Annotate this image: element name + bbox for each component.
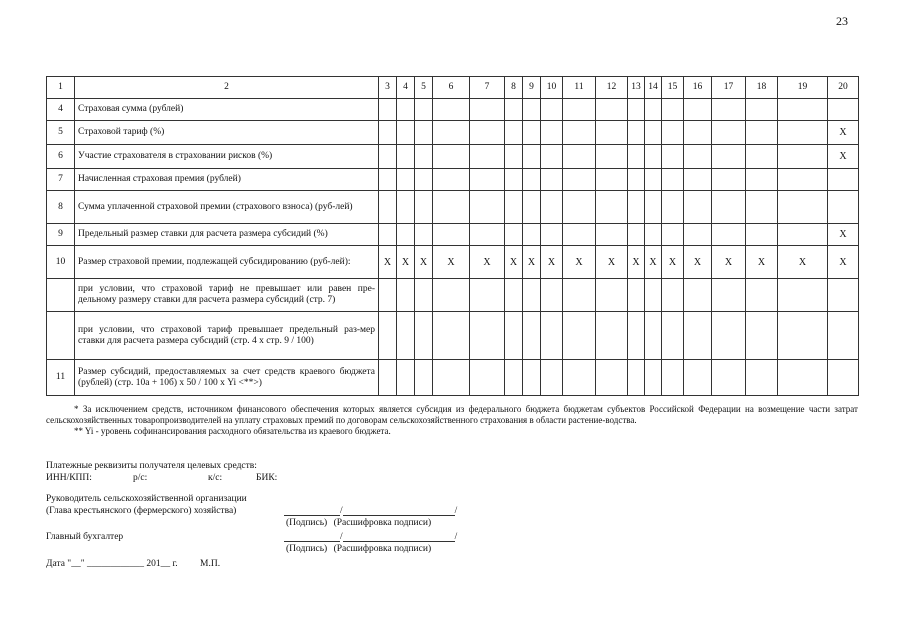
data-cell bbox=[470, 312, 505, 360]
data-cell bbox=[541, 224, 563, 246]
data-cell bbox=[828, 360, 859, 396]
data-cell bbox=[746, 99, 778, 121]
data-cell bbox=[684, 224, 712, 246]
data-cell bbox=[746, 191, 778, 224]
data-cell bbox=[397, 121, 415, 145]
head-decode-blank bbox=[343, 505, 455, 516]
data-cell bbox=[645, 224, 662, 246]
data-cell bbox=[628, 360, 645, 396]
mark-cell: X bbox=[684, 246, 712, 279]
table-row bbox=[47, 360, 859, 396]
mark-cell: X bbox=[778, 246, 828, 279]
inn-label: ИНН/КПП: bbox=[46, 473, 92, 483]
data-cell bbox=[397, 145, 415, 169]
mark-cell: X bbox=[505, 246, 523, 279]
data-cell bbox=[523, 224, 541, 246]
column-header: 19 bbox=[778, 77, 828, 99]
data-cell bbox=[505, 99, 523, 121]
data-cell bbox=[415, 279, 433, 312]
mark-cell: X bbox=[662, 246, 684, 279]
data-cell bbox=[415, 360, 433, 396]
data-cell bbox=[563, 279, 596, 312]
data-cell bbox=[415, 121, 433, 145]
data-cell bbox=[541, 121, 563, 145]
data-cell bbox=[628, 224, 645, 246]
mark-cell: X bbox=[523, 246, 541, 279]
data-cell bbox=[505, 279, 523, 312]
data-cell bbox=[684, 191, 712, 224]
data-cell bbox=[645, 99, 662, 121]
mark-cell: X bbox=[379, 246, 397, 279]
data-cell bbox=[415, 169, 433, 191]
data-cell bbox=[563, 224, 596, 246]
data-cell bbox=[645, 191, 662, 224]
data-cell bbox=[563, 145, 596, 169]
data-cell bbox=[628, 279, 645, 312]
data-cell bbox=[778, 360, 828, 396]
data-cell bbox=[470, 99, 505, 121]
data-cell bbox=[828, 169, 859, 191]
data-cell bbox=[596, 279, 628, 312]
data-cell bbox=[662, 169, 684, 191]
data-cell bbox=[746, 224, 778, 246]
mark-cell: X bbox=[415, 246, 433, 279]
data-cell bbox=[746, 360, 778, 396]
decode-caption: (Расшифровка подписи) bbox=[333, 518, 432, 528]
data-cell bbox=[645, 121, 662, 145]
mark-cell: X bbox=[645, 246, 662, 279]
column-header: 7 bbox=[470, 77, 505, 99]
requisites-line bbox=[46, 473, 346, 484]
data-cell bbox=[828, 279, 859, 312]
subsidy-calculation-table bbox=[46, 76, 859, 396]
data-cell bbox=[712, 169, 746, 191]
data-cell bbox=[662, 224, 684, 246]
column-header: 8 bbox=[505, 77, 523, 99]
data-cell bbox=[684, 121, 712, 145]
data-cell bbox=[505, 312, 523, 360]
data-cell bbox=[470, 121, 505, 145]
data-cell bbox=[662, 191, 684, 224]
data-cell bbox=[596, 224, 628, 246]
data-cell bbox=[712, 99, 746, 121]
accountant-signature-line bbox=[284, 531, 457, 542]
data-cell bbox=[397, 224, 415, 246]
column-header: 1 bbox=[47, 77, 75, 99]
data-cell bbox=[563, 121, 596, 145]
mark-cell: X bbox=[628, 246, 645, 279]
data-cell bbox=[645, 312, 662, 360]
data-cell bbox=[563, 191, 596, 224]
data-cell bbox=[628, 169, 645, 191]
mark-cell: X bbox=[828, 121, 859, 145]
footnotes bbox=[46, 404, 858, 437]
row-description: Участие страхователя в страховании рисков (%) bbox=[75, 145, 379, 169]
data-cell bbox=[379, 312, 397, 360]
mark-cell: X bbox=[541, 246, 563, 279]
data-cell bbox=[541, 279, 563, 312]
column-header: 18 bbox=[746, 77, 778, 99]
data-cell bbox=[596, 191, 628, 224]
data-cell bbox=[828, 99, 859, 121]
data-cell bbox=[778, 99, 828, 121]
column-header: 3 bbox=[379, 77, 397, 99]
row-number: 6 bbox=[47, 145, 75, 169]
data-cell bbox=[563, 360, 596, 396]
data-cell bbox=[379, 224, 397, 246]
data-cell bbox=[523, 121, 541, 145]
data-cell bbox=[778, 169, 828, 191]
decode-caption: (Расшифровка подписи) bbox=[333, 544, 432, 554]
table-row bbox=[47, 169, 859, 191]
data-cell bbox=[596, 360, 628, 396]
row-description: при условии, что страховой тариф не превышает или равен пре-дельному размеру ставки для расчета размера субсидий (стр. 7) bbox=[75, 279, 379, 312]
table-row bbox=[47, 121, 859, 145]
data-cell bbox=[712, 145, 746, 169]
table-row bbox=[47, 224, 859, 246]
data-cell bbox=[712, 191, 746, 224]
data-cell bbox=[628, 121, 645, 145]
data-cell bbox=[523, 169, 541, 191]
mark-cell: X bbox=[563, 246, 596, 279]
data-cell bbox=[684, 169, 712, 191]
data-cell bbox=[505, 169, 523, 191]
row-description: Предельный размер ставки для расчета размера субсидий (%) bbox=[75, 224, 379, 246]
column-header: 6 bbox=[433, 77, 470, 99]
data-cell bbox=[397, 191, 415, 224]
table-row bbox=[47, 246, 859, 279]
data-cell bbox=[645, 360, 662, 396]
slash: / bbox=[454, 532, 458, 542]
row-number: 11 bbox=[47, 360, 75, 396]
data-cell bbox=[541, 312, 563, 360]
accountant-signature-captions bbox=[286, 544, 431, 554]
data-cell bbox=[433, 224, 470, 246]
row-number: 9 bbox=[47, 224, 75, 246]
data-cell bbox=[433, 360, 470, 396]
data-cell bbox=[397, 312, 415, 360]
column-header: 11 bbox=[563, 77, 596, 99]
data-cell bbox=[397, 169, 415, 191]
column-header: 20 bbox=[828, 77, 859, 99]
data-cell bbox=[541, 99, 563, 121]
data-cell bbox=[628, 312, 645, 360]
data-cell bbox=[470, 169, 505, 191]
row-number: 10 bbox=[47, 246, 75, 279]
bik-label: БИК: bbox=[256, 473, 278, 483]
data-cell bbox=[523, 191, 541, 224]
data-cell bbox=[778, 145, 828, 169]
data-cell bbox=[415, 99, 433, 121]
data-cell bbox=[778, 312, 828, 360]
slash: / bbox=[340, 506, 343, 516]
data-cell bbox=[523, 99, 541, 121]
row-number bbox=[47, 312, 75, 360]
column-header: 16 bbox=[684, 77, 712, 99]
ks-label: к/с: bbox=[208, 473, 223, 483]
data-cell bbox=[828, 191, 859, 224]
data-cell bbox=[684, 145, 712, 169]
table-row bbox=[47, 279, 859, 312]
data-cell bbox=[433, 145, 470, 169]
data-cell bbox=[662, 121, 684, 145]
head-signature-blank bbox=[284, 505, 340, 516]
date-line bbox=[46, 559, 220, 570]
rs-label: р/с: bbox=[133, 473, 148, 483]
data-cell bbox=[628, 99, 645, 121]
data-cell bbox=[662, 312, 684, 360]
data-cell bbox=[470, 360, 505, 396]
data-cell bbox=[541, 169, 563, 191]
data-cell bbox=[379, 279, 397, 312]
data-cell bbox=[433, 312, 470, 360]
mark-cell: X bbox=[596, 246, 628, 279]
row-description: Начисленная страховая премия (рублей) bbox=[75, 169, 379, 191]
row-description: Сумма уплаченной страховой премии (страхового взноса) (руб-лей) bbox=[75, 191, 379, 224]
data-cell bbox=[684, 312, 712, 360]
data-cell bbox=[541, 360, 563, 396]
row-number: 5 bbox=[47, 121, 75, 145]
row-number: 7 bbox=[47, 169, 75, 191]
data-cell bbox=[379, 191, 397, 224]
data-cell bbox=[523, 279, 541, 312]
data-cell bbox=[505, 145, 523, 169]
data-cell bbox=[746, 169, 778, 191]
mark-cell: X bbox=[828, 224, 859, 246]
data-cell bbox=[379, 121, 397, 145]
data-cell bbox=[712, 224, 746, 246]
data-cell bbox=[746, 312, 778, 360]
data-cell bbox=[523, 312, 541, 360]
data-cell bbox=[505, 191, 523, 224]
column-header: 9 bbox=[523, 77, 541, 99]
data-cell bbox=[379, 360, 397, 396]
mark-cell: X bbox=[470, 246, 505, 279]
footnote-1: * За исключением средств, источником финансового обеспечения которых является субсидия из федерального бюджета бюджетам субъектов Российской Федерации на возмещение части затрат сельскохозяйственных товаропроизводителей на уплату страховых премий по договорам сельскохозяйственного страхования в области растение-водства. bbox=[46, 404, 858, 425]
data-cell bbox=[712, 121, 746, 145]
data-cell bbox=[433, 169, 470, 191]
requisites-title: Платежные реквизиты получателя целевых средств: bbox=[46, 461, 257, 471]
header-row bbox=[47, 77, 859, 99]
data-cell bbox=[778, 224, 828, 246]
accountant-signature-blank bbox=[284, 531, 340, 542]
column-header: 4 bbox=[397, 77, 415, 99]
date-label: Дата "__" ____________ 201__ г. bbox=[46, 559, 178, 569]
column-header: 10 bbox=[541, 77, 563, 99]
data-cell bbox=[433, 279, 470, 312]
data-cell bbox=[415, 312, 433, 360]
column-header: 15 bbox=[662, 77, 684, 99]
data-cell bbox=[746, 279, 778, 312]
data-cell bbox=[645, 279, 662, 312]
accountant-decode-blank bbox=[343, 531, 455, 542]
data-cell bbox=[397, 99, 415, 121]
data-cell bbox=[433, 121, 470, 145]
table-row bbox=[47, 191, 859, 224]
row-description: Размер страховой премии, подлежащей субсидированию (руб-лей): bbox=[75, 246, 379, 279]
sign-caption: (Подпись) bbox=[286, 544, 328, 554]
mark-cell: X bbox=[746, 246, 778, 279]
footnote-2: ** Yi - уровень софинансирования расходного обязательства из краевого бюджета. bbox=[74, 426, 391, 436]
data-cell bbox=[415, 224, 433, 246]
data-cell bbox=[778, 279, 828, 312]
data-cell bbox=[505, 360, 523, 396]
data-cell bbox=[828, 312, 859, 360]
sign-caption: (Подпись) bbox=[286, 518, 328, 528]
data-cell bbox=[712, 360, 746, 396]
data-cell bbox=[596, 99, 628, 121]
data-cell bbox=[746, 121, 778, 145]
data-cell bbox=[541, 191, 563, 224]
data-cell bbox=[505, 121, 523, 145]
table-row bbox=[47, 145, 859, 169]
data-cell bbox=[433, 191, 470, 224]
table-row bbox=[47, 99, 859, 121]
data-cell bbox=[778, 121, 828, 145]
column-header: 17 bbox=[712, 77, 746, 99]
data-cell bbox=[645, 145, 662, 169]
data-cell bbox=[662, 99, 684, 121]
data-cell bbox=[470, 145, 505, 169]
slash: / bbox=[340, 532, 343, 542]
data-cell bbox=[563, 99, 596, 121]
row-description: Страховая сумма (рублей) bbox=[75, 99, 379, 121]
page-number: 23 bbox=[836, 14, 848, 28]
data-cell bbox=[563, 169, 596, 191]
column-header: 5 bbox=[415, 77, 433, 99]
data-cell bbox=[379, 145, 397, 169]
column-header: 2 bbox=[75, 77, 379, 99]
data-cell bbox=[712, 312, 746, 360]
row-number: 4 bbox=[47, 99, 75, 121]
data-cell bbox=[684, 99, 712, 121]
stamp-place-label: М.П. bbox=[200, 559, 221, 569]
data-cell bbox=[470, 279, 505, 312]
data-cell bbox=[662, 360, 684, 396]
data-cell bbox=[563, 312, 596, 360]
data-cell bbox=[712, 279, 746, 312]
data-cell bbox=[541, 145, 563, 169]
mark-cell: X bbox=[828, 246, 859, 279]
row-description: Размер субсидий, предоставляемых за счет средств краевого бюджета (рублей) (стр. 10а + 10б) х 50 / 100 х Yi <**>) bbox=[75, 360, 379, 396]
head-title-line1: Руководитель сельскохозяйственной организации bbox=[46, 494, 247, 504]
data-cell bbox=[596, 145, 628, 169]
data-cell bbox=[433, 99, 470, 121]
mark-cell: X bbox=[828, 145, 859, 169]
head-signature-line bbox=[284, 505, 457, 516]
head-signature-captions bbox=[286, 518, 431, 528]
row-number bbox=[47, 279, 75, 312]
data-cell bbox=[379, 169, 397, 191]
data-cell bbox=[596, 169, 628, 191]
column-header: 12 bbox=[596, 77, 628, 99]
mark-cell: X bbox=[397, 246, 415, 279]
data-cell bbox=[505, 224, 523, 246]
data-cell bbox=[778, 191, 828, 224]
data-cell bbox=[379, 99, 397, 121]
chief-accountant-label: Главный бухгалтер bbox=[46, 532, 124, 542]
table-row bbox=[47, 312, 859, 360]
slash: / bbox=[454, 506, 458, 516]
data-cell bbox=[397, 360, 415, 396]
data-cell bbox=[470, 191, 505, 224]
data-cell bbox=[628, 191, 645, 224]
data-cell bbox=[415, 145, 433, 169]
row-description: при условии, что страховой тариф превышает предельный раз-мер ставки для расчета размера субсидий (стр. 4 х стр. 9 / 100) bbox=[75, 312, 379, 360]
data-cell bbox=[596, 121, 628, 145]
head-title-line2: (Глава крестьянского (фермерского) хозяйства) bbox=[46, 506, 237, 516]
data-cell bbox=[662, 145, 684, 169]
data-cell bbox=[523, 145, 541, 169]
data-cell bbox=[470, 224, 505, 246]
column-header: 14 bbox=[645, 77, 662, 99]
row-number: 8 bbox=[47, 191, 75, 224]
mark-cell: X bbox=[712, 246, 746, 279]
data-cell bbox=[662, 279, 684, 312]
data-cell bbox=[628, 145, 645, 169]
data-cell bbox=[415, 191, 433, 224]
data-cell bbox=[523, 360, 541, 396]
data-cell bbox=[397, 279, 415, 312]
row-description: Страховой тариф (%) bbox=[75, 121, 379, 145]
data-cell bbox=[645, 169, 662, 191]
mark-cell: X bbox=[433, 246, 470, 279]
column-header: 13 bbox=[628, 77, 645, 99]
data-cell bbox=[684, 360, 712, 396]
data-cell bbox=[684, 279, 712, 312]
data-cell bbox=[746, 145, 778, 169]
data-cell bbox=[596, 312, 628, 360]
